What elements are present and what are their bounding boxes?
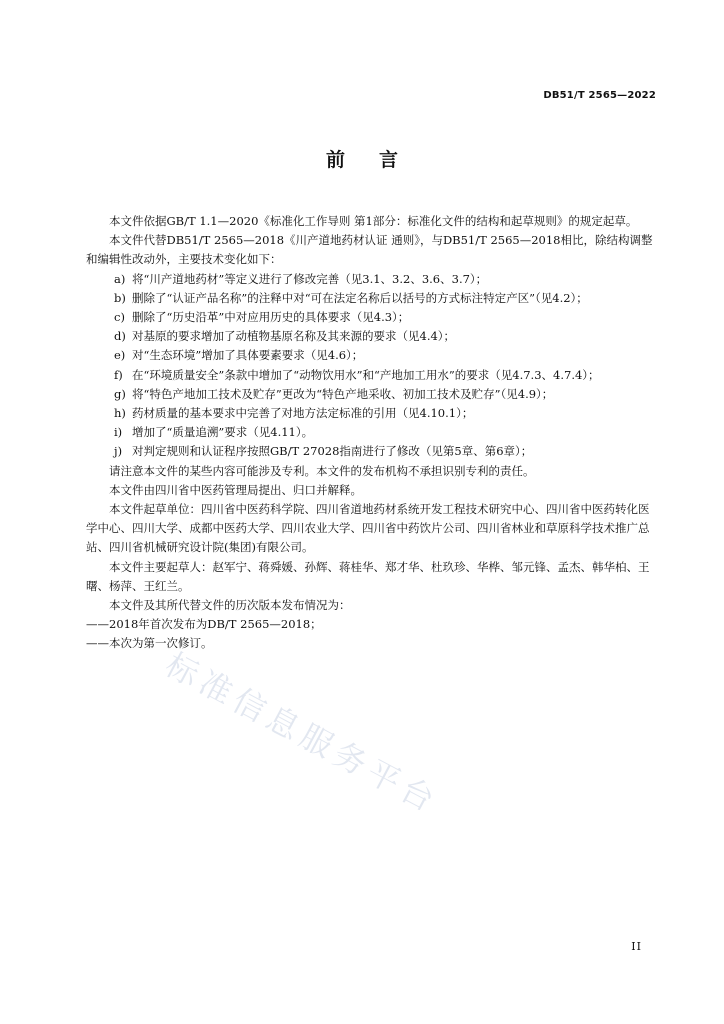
- list-item: i) 增加了“质量追溯”要求（见4.11）。: [114, 425, 314, 440]
- paragraph-history-intro: 本文件及其所代替文件的历次版本发布情况为：: [109, 598, 351, 613]
- history-item: ——2018年首次发布为DB/T 2565—2018；: [86, 617, 322, 632]
- foreword-body: [86, 212, 658, 654]
- list-item: j) 对判定规则和认证程序按照GB/T 27028指南进行了修改（见第5章、第6章）；: [114, 444, 533, 459]
- paragraph-basis: 本文件依据GB/T 1.1—2020《标准化工作导则 第1部分：标准化文件的结构和起草规则》的规定起草。: [109, 214, 638, 228]
- changes-list: [86, 270, 658, 462]
- paragraph-drafters: 本文件主要起草人：赵军宁、蒋舜媛、孙辉、蒋桂华、郑才华、杜玖珍、华桦、邹元锋、孟杰、韩华柏、王曙、杨萍、王红兰。: [86, 559, 650, 593]
- page-number: II: [631, 940, 642, 953]
- paragraph-proposer: 本文件由四川省中医药管理局提出、归口并解释。: [109, 482, 362, 497]
- list-item: h) 药材质量的基本要求中完善了对地方法定标准的引用（见4.10.1）；: [114, 406, 474, 421]
- paragraph-drafting-units: 本文件起草单位：四川省中医药科学院、四川省道地药材系统开发工程技术研究中心、四川省中医药转化医学中心、四川大学、成都中医药大学、四川农业大学、四川省中药饮片公司、四川省林业和草原科学技术推广总站、四川省机械研究设计院(集团)有限公司。: [86, 502, 650, 555]
- list-item: b) 删除了“认证产品名称”的注释中对“可在法定名称后以括号的方式标注特定产区”（见4.2）；: [114, 290, 588, 305]
- history-item: ——本次为第一次修订。: [86, 636, 213, 651]
- list-item: g) 将“特色产地加工技术及贮存”更改为“特色产地采收、初加工技术及贮存”（见4.9）；: [114, 386, 554, 401]
- page-title: 前言: [325, 149, 432, 171]
- list-item: c) 删除了“历史沿革”中对应用历史的具体要求（见4.3）；: [114, 310, 410, 325]
- watermark: 标准信息服务平台: [159, 645, 446, 822]
- list-item: a) 将“川产道地药材”等定义进行了修改完善（见3.1、3.2、3.6、3.7）；: [114, 271, 488, 286]
- paragraph-patent-notice: 请注意本文件的某些内容可能涉及专利。本文件的发布机构不承担识别专利的责任。: [109, 463, 535, 478]
- list-item: d) 对基原的要求增加了动植物基原名称及其来源的要求（见4.4）；: [114, 329, 456, 344]
- list-item: e) 对“生态环境”增加了具体要素要求（见4.6）；: [114, 348, 364, 363]
- document-code: DB51/T 2565—2022: [543, 90, 656, 101]
- list-item: f) 在“环境质量安全”条款中增加了“动物饮用水”和“产地加工用水”的要求（见4.7.3、4.7.4）；: [114, 367, 600, 382]
- paragraph-replaces: 本文件代替DB51/T 2565—2018《川产道地药材认证 通则》，与DB51/T 2565—2018相比，除结构调整和编辑性改动外，主要技术变化如下：: [86, 233, 653, 267]
